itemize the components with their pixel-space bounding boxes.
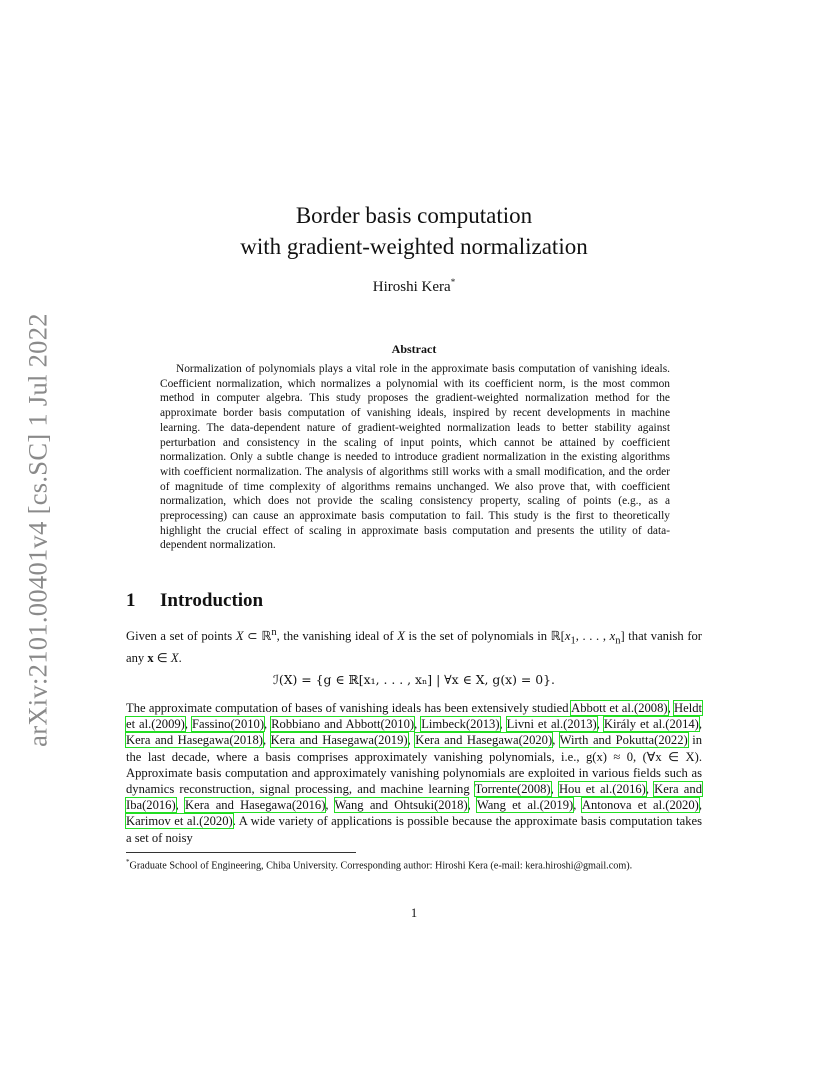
footnote-divider <box>126 852 356 853</box>
abstract-text: Normalization of polynomials plays a vital role in the approximate basis computation of vanishing ideals. Coefficient normalization, which normalizes a polynomial with its coefficient norm, is the most common method in computer algebra. This study proposes the gradient-weighted normalization method for the approximate border basis computation of vanishing ideals, inspired by recent developments in machine learning. The data-dependent nature of gradient-weighted normalization leads to better stability against perturbation and consistency in the scaling of input points, which cannot be attained by coefficient normalization. Only a subtle change is needed to introduce gradient normalization in the existing algorithms with coefficient normalization. The analysis of algorithms still works with a small modification, and the order of magnitude of time complexity of algorithms remains unchanged. We also prove that, with coefficient normalization, which does not provide the scaling consistency property, scaling of points (e.g., as a preprocessing) can cause an approximate basis computation to fail. This study is the first to theoretically highlight the crucial effect of scaling in approximate basis computation and presents the utility of data-dependent normalization. <box>160 363 670 552</box>
author-footnote-mark: * <box>450 277 456 287</box>
footnote-mark: * <box>126 858 130 866</box>
citation-link[interactable]: Limbeck(2013) <box>421 717 500 732</box>
citation-link[interactable]: Wang and Ohtsuki(2018) <box>334 798 468 813</box>
para2-text-2: in the last decade, where a basis comprises approximately vanishing polynomials, i.e., g(x) ≈ 0, (∀x ∈ X). Approximate basis computation and approximately vanishing polynomials are exploited in various fields such as dynamics reconstruction, signal processing, and machine learning <box>126 733 702 797</box>
para1-text-4: that vanish for any <box>126 629 702 665</box>
citation-link[interactable]: Wirth and Pokutta(2022) <box>559 733 688 748</box>
para2-text-1: The approximate computation of bases of vanishing ideals has been extensively studied <box>126 701 572 715</box>
citation-link[interactable]: Torrente(2008) <box>474 782 551 797</box>
citation-link[interactable]: Antonova et al.(2020) <box>581 798 699 813</box>
vanishing-ideal-equation: ℐ(X) = {g ∈ ℝ[x₁, . . . , xₙ] | ∀x ∈ X, g(x) = 0}. <box>273 672 555 687</box>
section-number: 1 <box>126 590 136 611</box>
citation-link[interactable]: Robbiano and Abbott(2010) <box>271 717 415 732</box>
citation-link[interactable]: Livni et al.(2013) <box>506 717 597 732</box>
para2-text-3: . A wide variety of applications is possible because the approximate basis computation takes a set of noisy <box>126 814 702 845</box>
footnote-text: Graduate School of Engineering, Chiba University. Corresponding author: Hiroshi Kera (e-mail: kera.hiroshi@gmail.com). <box>129 860 633 872</box>
math-points-set: X <box>235 629 244 644</box>
citation-link[interactable]: Wang et al.(2019) <box>476 798 574 813</box>
intro-paragraph-1: Given a set of points X ⊂ ℝ$^n$, the vanishing ideal of X is the set of polynomials in $ℝ[x_1$, . . . , $x_n$] that vanish for any x ∈ X. <box>126 627 702 665</box>
page-number: 1 <box>410 906 418 920</box>
citation-link[interactable]: Kera and Hasegawa(2020) <box>415 733 553 748</box>
citation-link[interactable]: Heldt et al.(2009) <box>126 701 703 732</box>
section-heading <box>126 590 263 612</box>
citation-link[interactable]: Abbott et al.(2008) <box>571 701 668 715</box>
paper-title <box>0 200 828 262</box>
citation-link[interactable]: Kera and Iba(2016) <box>126 782 702 813</box>
intro-paragraph-2 <box>126 700 702 846</box>
footnote <box>126 856 702 873</box>
arxiv-identifier-watermark <box>20 305 56 755</box>
para1-text-1: Given a set of points <box>126 629 236 644</box>
title-line-1: Border basis computation <box>295 203 533 228</box>
para1-text-3: is the set of polynomials in <box>404 629 551 644</box>
section-title: Introduction <box>160 590 264 611</box>
citation-group-2: Torrente(2008), Hou et al.(2016), Kera and Iba(2016), Kera and Hasegawa(2016), Wang and Ohtsuki(2018), Wang et al.(2019), Antonova et al.(2020), Karimov et al.(2020) <box>126 782 702 829</box>
citation-link[interactable]: Kera and Hasegawa(2019) <box>270 733 408 748</box>
citation-link[interactable]: Hou et al.(2016) <box>558 782 646 797</box>
citation-group-1: Abbott et al.(2008), Heldt et al.(2009), Fassino(2010), Robbiano and Abbott(2010), Limbeck(2013), Livni et al.(2013), Király et al.(2014), Kera and Hasegawa(2018), Kera and Hasegawa(2019), Kera and Hasegawa(2020), Wirth and Pokutta(2022) <box>126 701 703 748</box>
citation-link[interactable]: Kera and Hasegawa(2016) <box>185 798 326 813</box>
citation-link[interactable]: Király et al.(2014) <box>603 717 699 732</box>
math-bold-x: x <box>147 650 154 665</box>
citation-link[interactable]: Fassino(2010) <box>191 717 265 732</box>
title-line-2: with gradient-weighted normalization <box>240 234 588 259</box>
author-name: Hiroshi Kera <box>372 279 451 295</box>
para1-text-5: . <box>178 650 182 665</box>
para1-text-2: , the vanishing ideal of <box>276 629 398 644</box>
arxiv-identifier-text: arXiv:2101.00401v4 [cs.SC] 1 Jul 2022 <box>22 313 53 747</box>
citation-link[interactable]: Karimov et al.(2020) <box>126 814 233 829</box>
author-line <box>0 277 828 296</box>
math-x: X <box>397 629 405 644</box>
abstract-heading: Abstract <box>391 342 437 356</box>
citation-link[interactable]: Kera and Hasegawa(2018) <box>126 733 263 748</box>
